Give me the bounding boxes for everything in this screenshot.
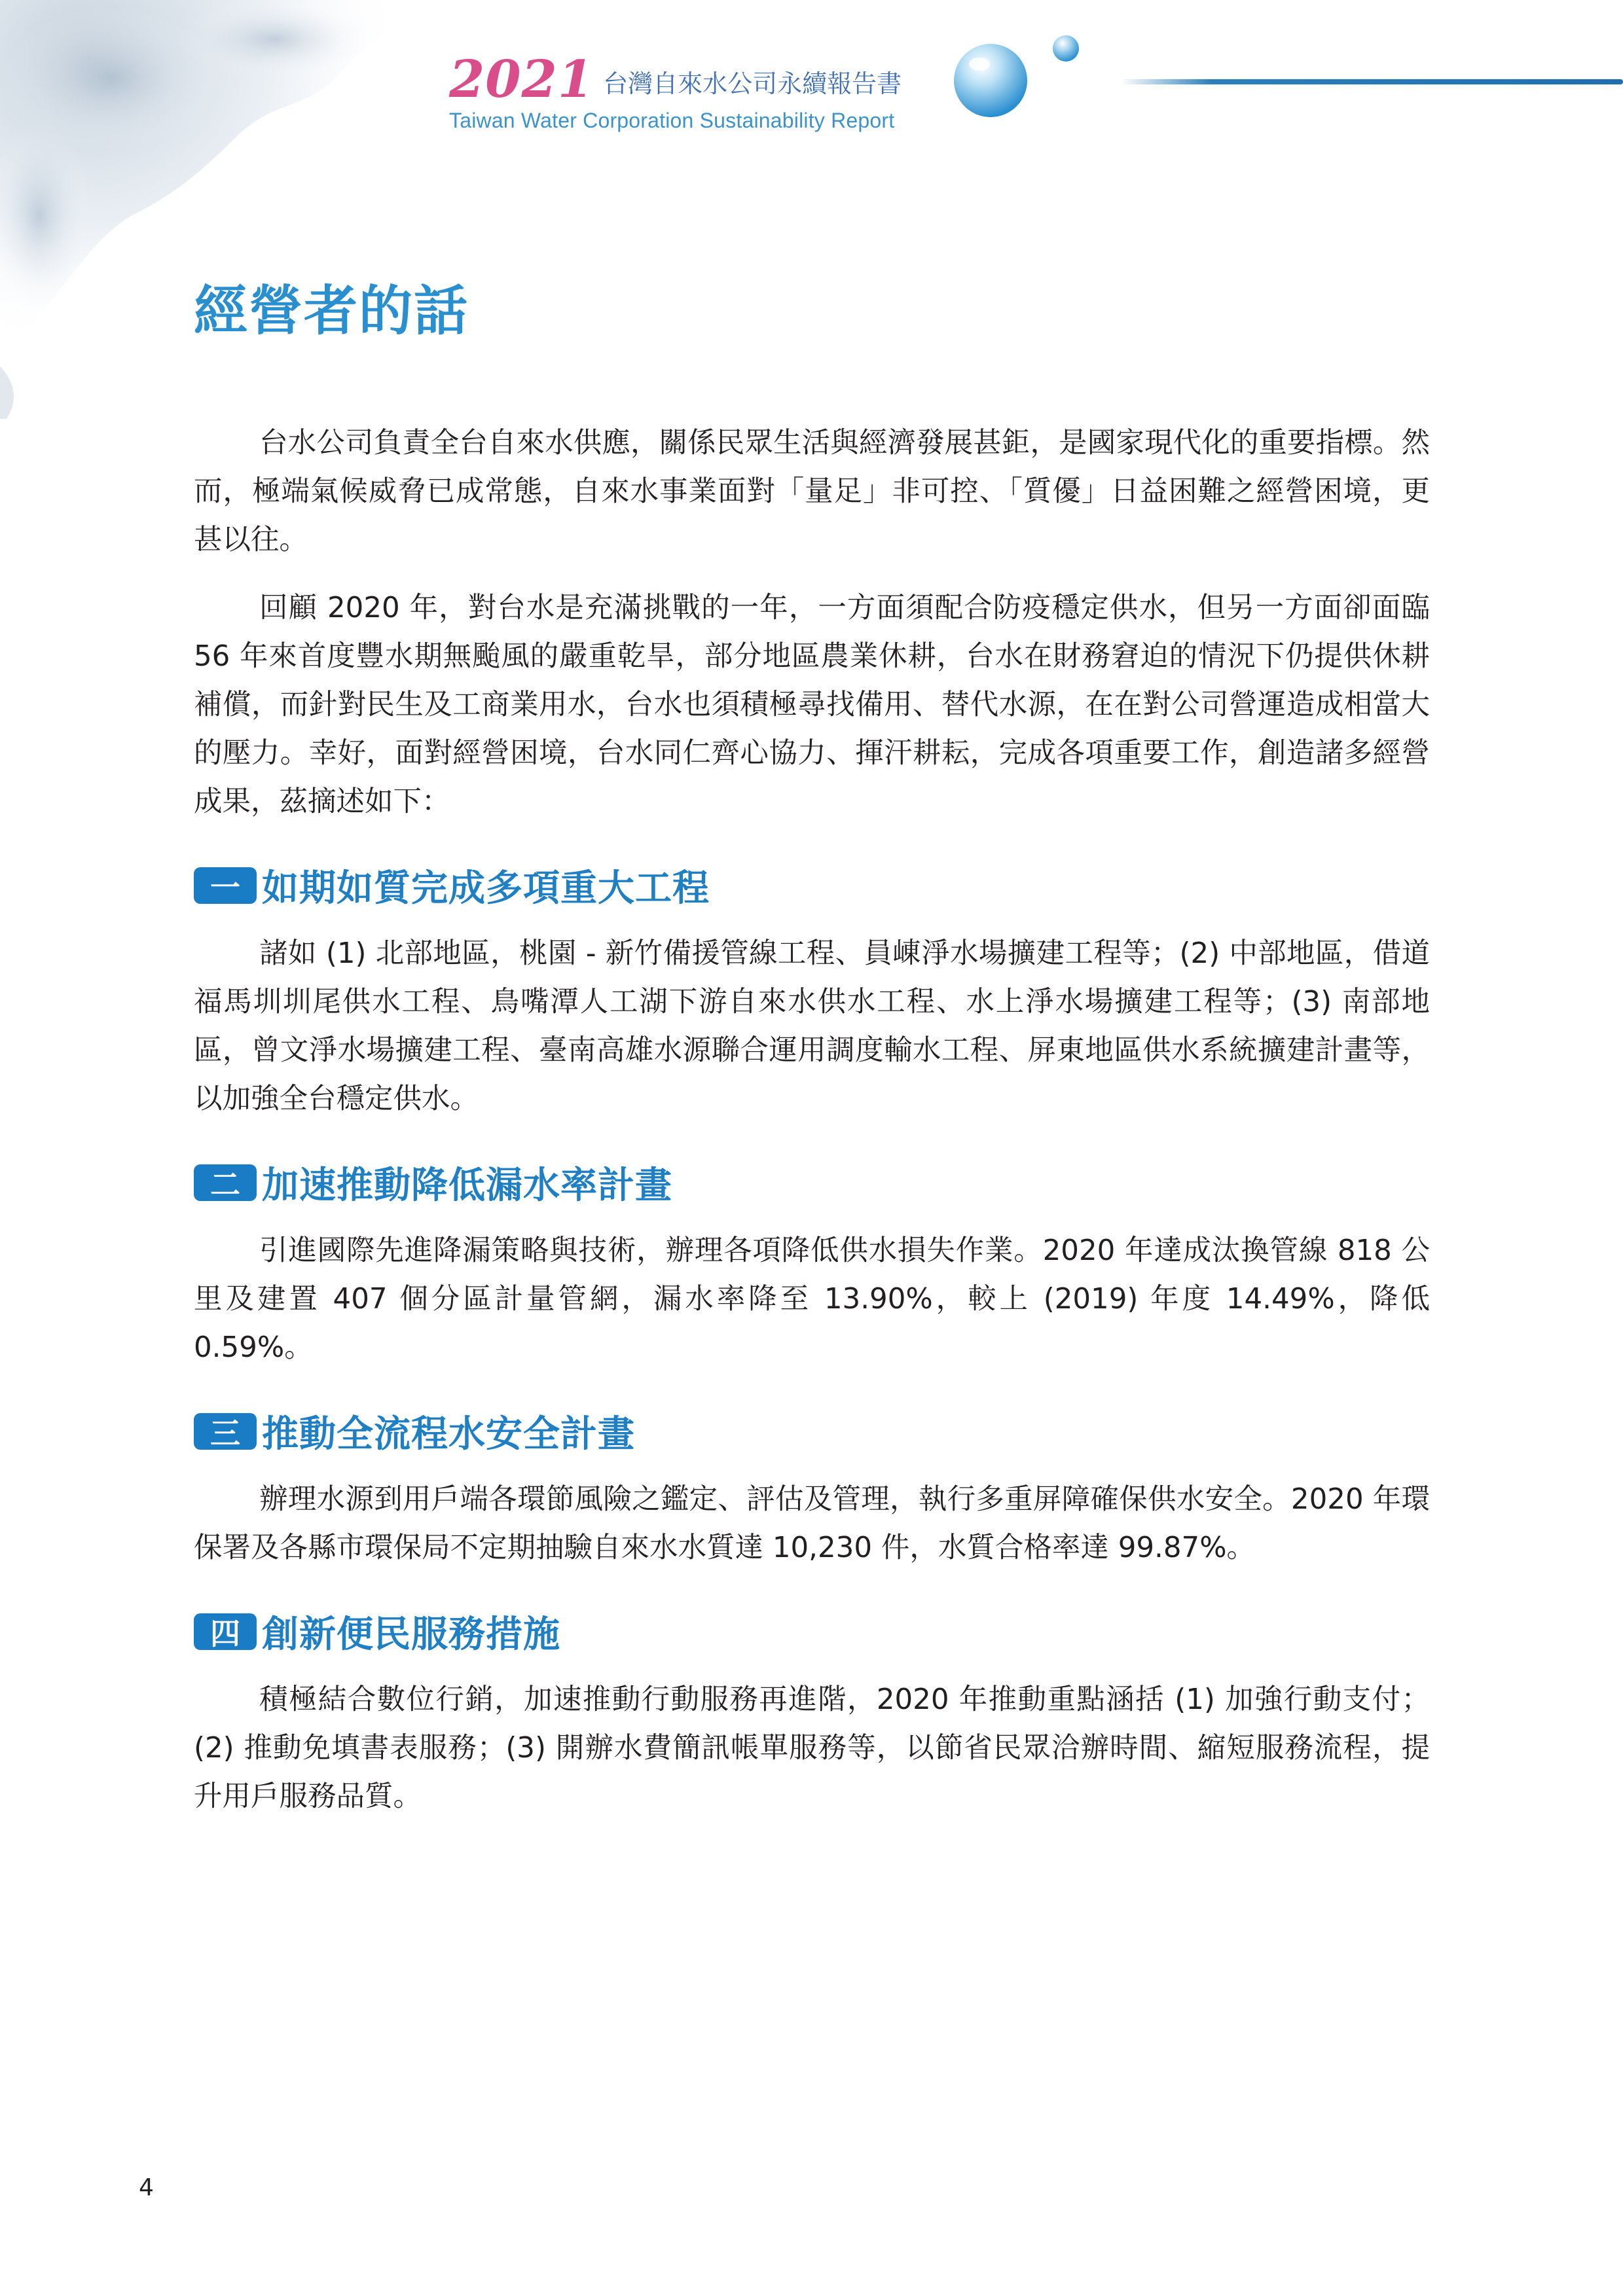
report-header [449, 47, 921, 133]
section-body-2: 引進國際先進降漏策略與技術，辦理各項降低供水損失作業。2020 年達成汰換管線 818 公里及建置 407 個分區計量管網，漏水率降至 13.90%，較上 (2019) 年度 14.49%，降低 0.59%。 [194, 1234, 1430, 1364]
section-title: 創新便民服務措施 [262, 1613, 560, 1656]
water-droplet-small-icon [1046, 29, 1085, 68]
section-body-3: 辦理水源到用戶端各環節風險之鑑定、評估及管理，執行多重屏障確保供水安全。2020 年環保署及各縣市環保局不定期抽驗自來水水質達 10,230 件，水質合格率達 99.87%。 [194, 1483, 1430, 1564]
header-title-zh: 台灣自來水公司永續報告書 [603, 69, 902, 98]
section-number-badge: 四 [194, 1613, 257, 1650]
section-heading-3 [194, 1407, 1430, 1456]
water-droplet-large-icon [948, 38, 1033, 123]
section-number-badge: 二 [194, 1164, 257, 1201]
section-heading-1 [194, 861, 1430, 910]
page-title: 經營者的話 [194, 280, 469, 342]
header-title-row [449, 47, 921, 109]
section-heading-4 [194, 1607, 1430, 1656]
page-number: 4 [139, 2174, 154, 2201]
section-title: 如期如質完成多項重大工程 [262, 867, 710, 910]
intro-paragraph-1: 台水公司負責全台自來水供應，關係民眾生活與經濟發展甚鉅，是國家現代化的重要指標。然而，極端氣候威脅已成常態，自來水事業面對「量足」非可控、「質優」日益困難之經營困境，更甚以往。 [194, 427, 1430, 556]
intro-paragraph-2: 回顧 2020 年，對台水是充滿挑戰的一年，一方面須配合防疫穩定供水，但另一方面卻面臨 56 年來首度豐水期無颱風的嚴重乾旱，部分地區農業休耕，台水在財務窘迫的情況下仍提供休耕補償，而針對民生及工商業用水，台水也須積極尋找備用、替代水源，在在對公司營運造成相當大的壓力。幸好，面對經營困境，台水同仁齊心協力、揮汗耕耘，完成各項重要工作，創造諸多經營成果，茲摘述如下： [194, 592, 1430, 818]
header-rule [1121, 79, 1623, 84]
section-body-1: 諸如 (1) 北部地區，桃園 - 新竹備援管線工程、員崠淨水場擴建工程等；(2) 中部地區，借道福馬圳圳尾供水工程、鳥嘴潭人工湖下游自來水供水工程、水上淨水場擴建工程等；(3) 南部地區，曾文淨水場擴建工程、臺南高雄水源聯合運用調度輸水工程、屏東地區供水系統擴建計畫等，以加強全台穩定供水。 [194, 937, 1430, 1115]
section-title: 加速推動降低漏水率計畫 [262, 1164, 672, 1207]
section-title: 推動全流程水安全計畫 [262, 1413, 635, 1456]
section-number-badge: 三 [194, 1413, 257, 1450]
header-title-en: Taiwan Water Corporation Sustainability Report [449, 109, 895, 132]
section-number-badge: 一 [194, 867, 257, 904]
watercolor-decoration [0, 0, 498, 419]
content-body [194, 419, 1430, 1821]
section-body-4: 積極結合數位行銷，加速推動行動服務再進階，2020 年推動重點涵括 (1) 加強行動支付；(2) 推動免填書表服務；(3) 開辦水費簡訊帳單服務等，以節省民眾洽辦時間、縮短服務流程，提升用戶服務品質。 [194, 1683, 1430, 1813]
header-year: 2021 [449, 50, 594, 109]
section-heading-2 [194, 1158, 1430, 1207]
